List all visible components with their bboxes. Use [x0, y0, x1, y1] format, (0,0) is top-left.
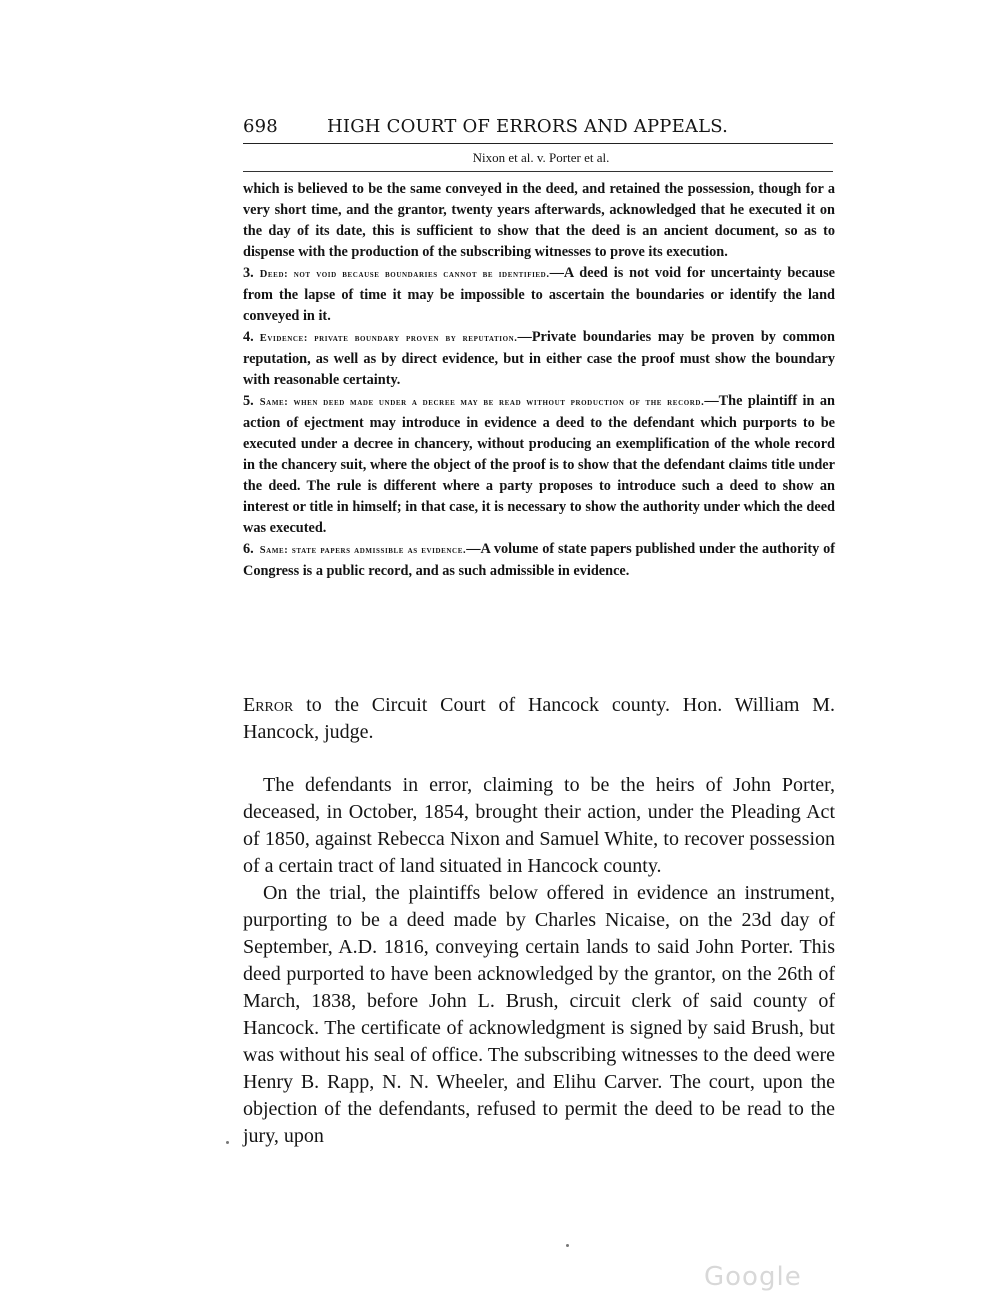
paragraph: The defendants in error, claiming to be the heirs of John Porter, deceased, in October, 1854, brought their action, under the Pleading Act of 1850, against Rebecca Nixon and Samuel White, to recover possession of a certain tract of land situated in Hancock county. — [243, 774, 835, 877]
headnote-text: —Private boundaries may be proven by common reputation, as well as by direct evidence, but in either case the proof must show the boundary with reasonable certainty. — [243, 329, 835, 388]
headnote-5 — [243, 391, 835, 539]
headnote-text: —A deed is not void for uncertainty because from the lapse of time it may be impossible to ascertain the boundaries or identify the land conveyed in it. — [243, 265, 835, 324]
headnote-continuation: which is believed to be the same conveyed in the deed, and retained the possession, though for a very short time, and the grantor, twenty years afterwards, acknowledged that he executed it on the day of its date, this is sufficient to show that the deed is an ancient document, so as to dispense with the production of the subscribing witnesses to prove its execution. — [243, 181, 835, 260]
opinion-body — [243, 772, 835, 1150]
running-head — [243, 116, 839, 137]
headnote-number: 4. — [243, 329, 254, 345]
headnote-6 — [243, 539, 835, 582]
headnote-text: —The plaintiff in an action of ejectment may introduce in evidence a deed to the defendant which purports to be executed under a decree in chancery, without producing an exemplification of the whole record in the chancery suit, where the object of the proof is to show that the defendant claims title under the deed. The rule is different where a party proposes to introduce such a deed to show an interest or title in himself; in that case, it is necessary to show the authority under which the deed was executed. — [243, 393, 835, 536]
headnotes — [243, 179, 835, 582]
headnote-heading: Same: when deed made under a decree may be read without production of the record. — [259, 397, 705, 408]
case-title: Nixon et al. v. Porter et al. — [472, 150, 610, 165]
pencil-mark — [566, 1244, 569, 1247]
headnote-heading: Evidence: private boundary proven by reputation. — [259, 333, 518, 344]
headnote-number: 5. — [243, 393, 254, 409]
headnote-heading: Same: state papers admissible as evidence. — [259, 545, 467, 556]
header-rule-top — [243, 143, 833, 144]
headnote-number: 3. — [243, 265, 254, 281]
error-text: to the Circuit Court of Hancock county. Hon. William M. Hancock, judge. — [243, 694, 835, 743]
headnote-heading: Deed: not void because boundaries cannot be identified. — [259, 269, 550, 280]
headnote-3 — [243, 263, 835, 327]
page-number: 698 — [243, 116, 278, 137]
headnote-text: —A volume of state papers published under the authority of Congress is a public record, and as such admissible in evidence. — [243, 541, 835, 579]
headnote-number: 6. — [243, 541, 254, 557]
header-rule-bottom — [243, 171, 833, 172]
paragraph: On the trial, the plaintiffs below offered in evidence an instrument, purporting to be a deed made by Charles Nicaise, on the 23d day of September, A.D. 1816, conveying certain lands to said John Porter. This deed purported to have been acknowledged by the grantor, on the 26th of March, 1838, before John L. Brush, circuit clerk of said county of Hancock. The certificate of acknowledgment is signed by said Brush, but was without his seal of office. The subscribing witnesses to the deed were Henry B. Rapp, N. N. Wheeler, and Elihu Carver. The court, upon the objection of the defendants, refused to permit the deed to be read to the jury, upon — [243, 882, 835, 1147]
pencil-mark — [226, 1141, 229, 1144]
error-lead: Error — [243, 694, 294, 716]
book-section-title: HIGH COURT OF ERRORS AND APPEALS. — [327, 116, 729, 137]
watermark-text: Google — [704, 1262, 802, 1292]
error-statement — [243, 692, 835, 746]
headnote-4 — [243, 327, 835, 391]
